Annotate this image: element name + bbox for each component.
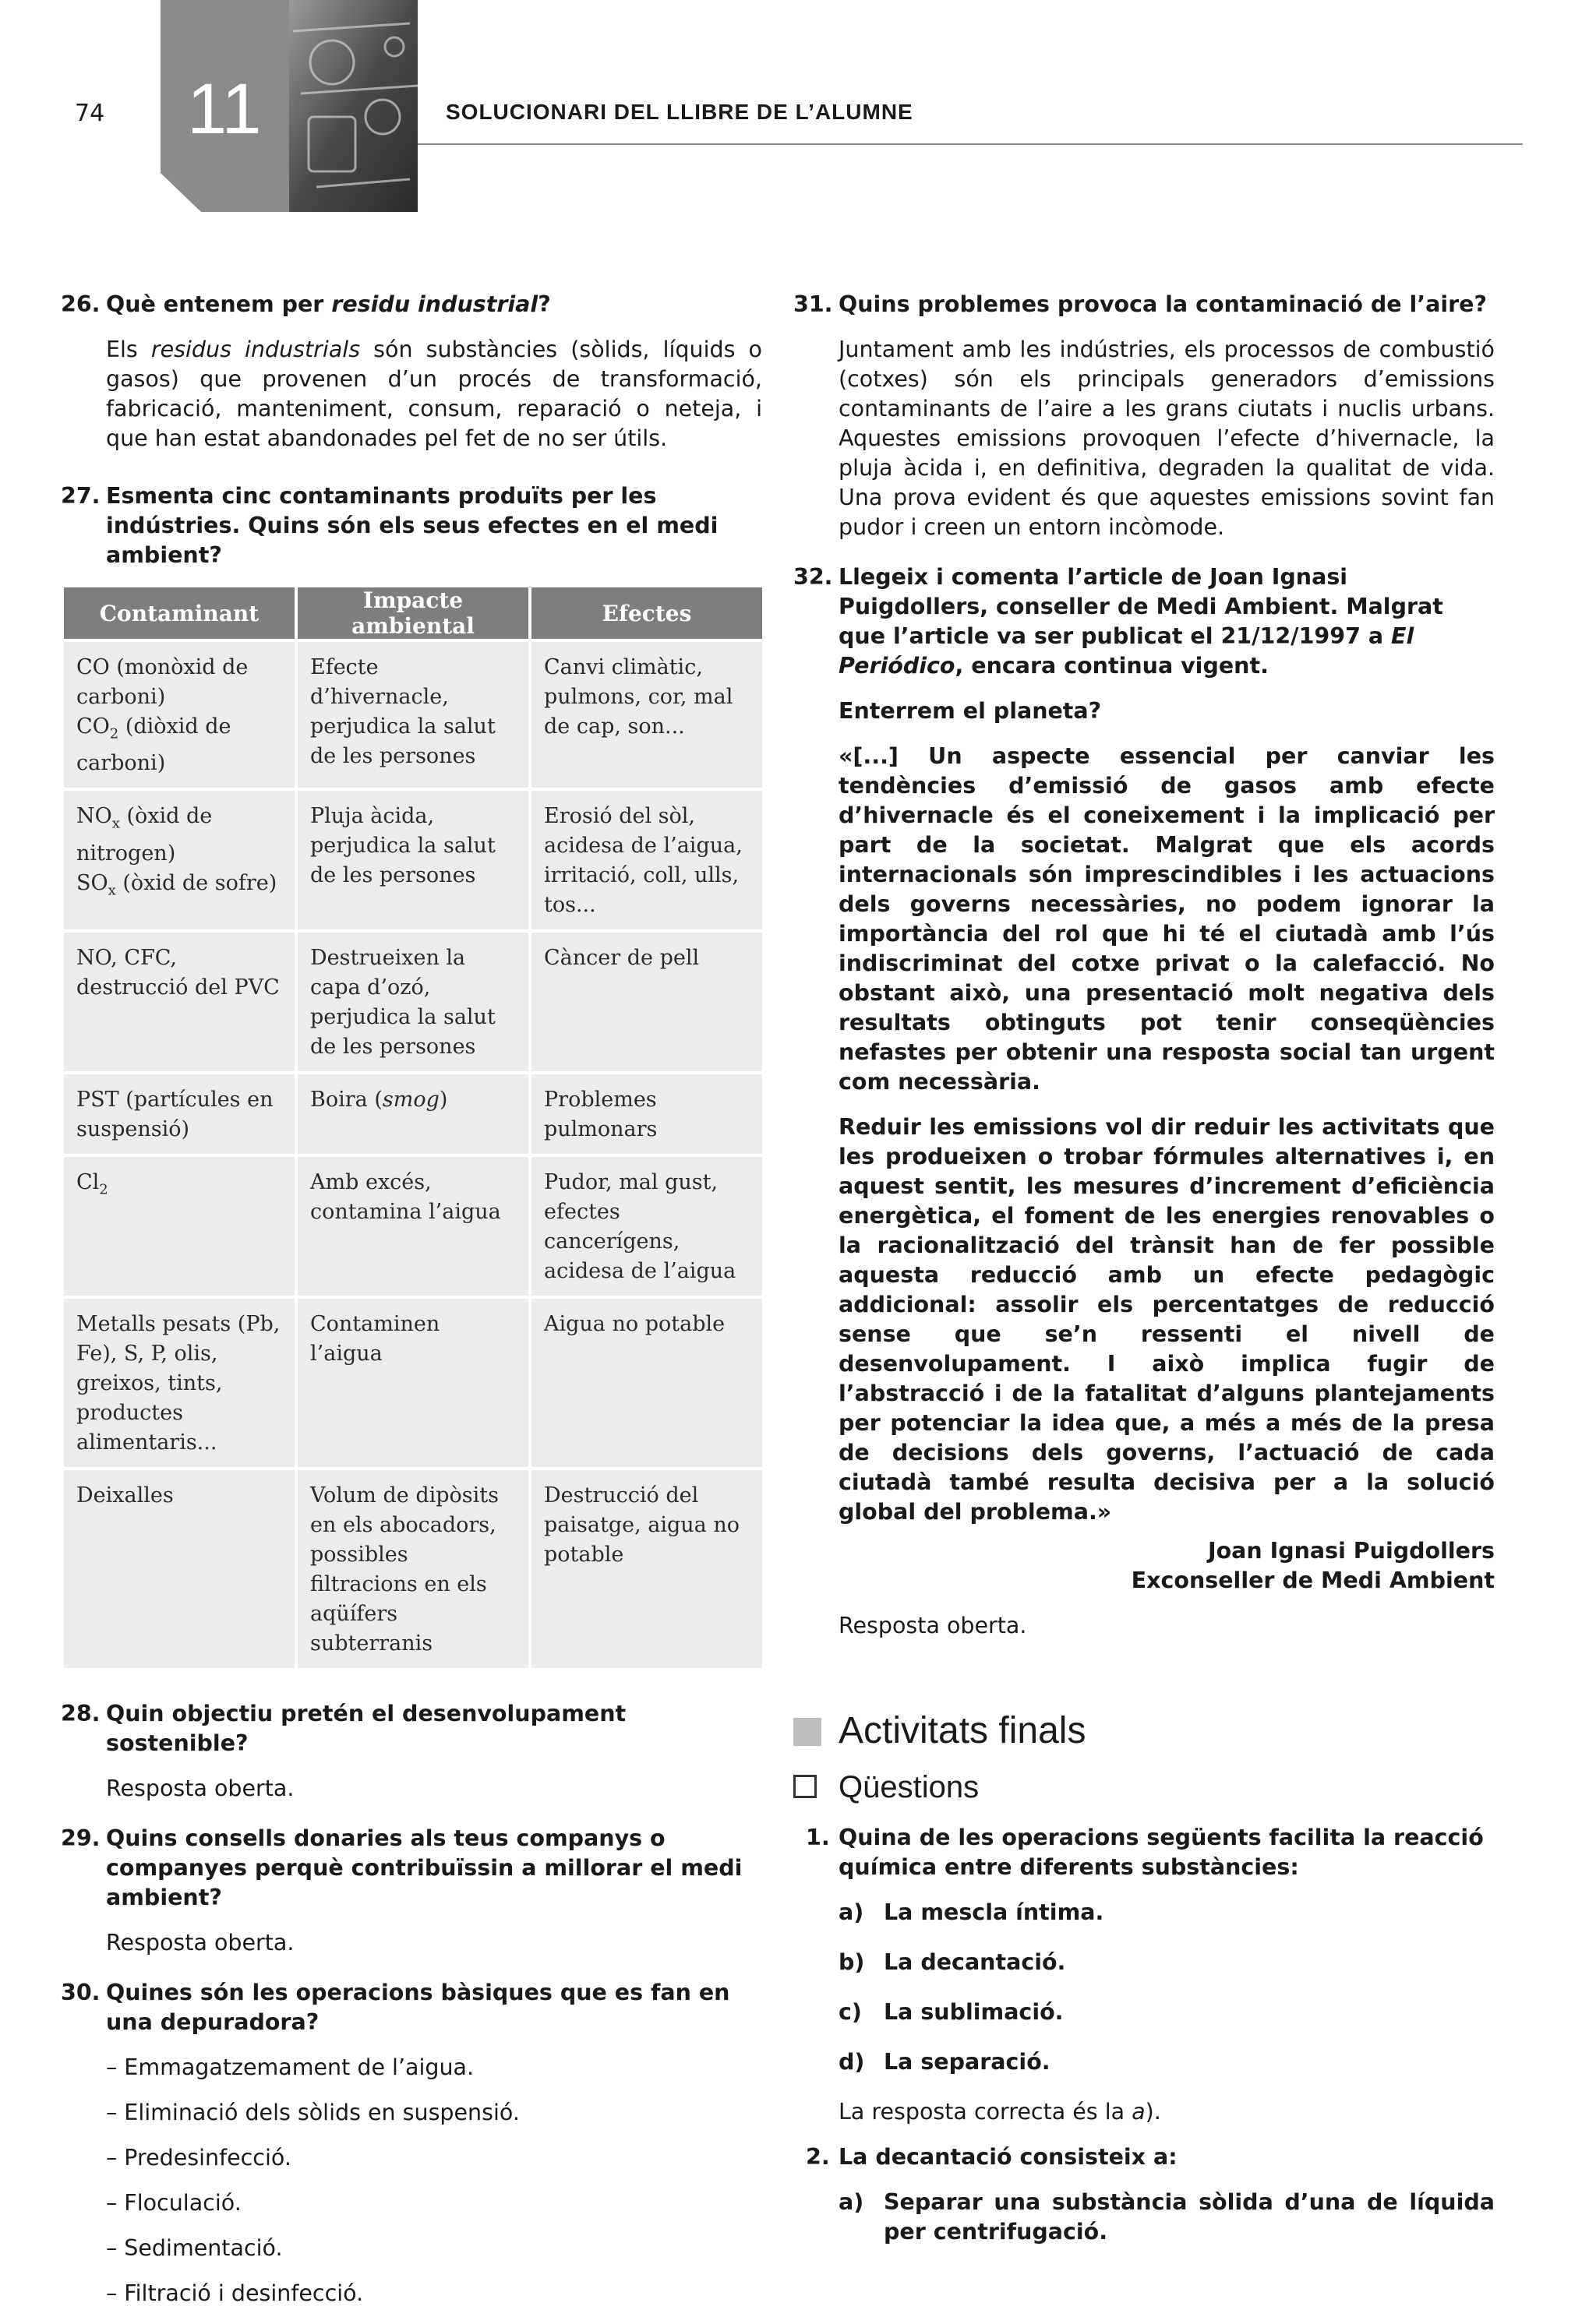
table-cell — [64, 1157, 295, 1296]
answer-31: Juntament amb les indústries, els processos de combustió (cotxes) són els principals generadors d’emissions contaminants de l’aire a les grans ciutats i nuclis urbans. Aquestes emissions provoquen l’efecte d’hivernacle, la pluja àcida i, en definitiva, degraden la qualitat de vida. Una prova evident és que aquestes emissions sovint fan pudor i creen un entorn incòmode. — [839, 337, 1495, 540]
option-text: Separar una substància sòlida d’una de líquida per centrifugació. — [884, 2189, 1495, 2245]
cell-text: ) — [439, 1088, 448, 1113]
question-text: ? — [538, 291, 551, 317]
operations-list — [106, 2053, 762, 2308]
question-text: La decantació consisteix a: — [839, 2144, 1178, 2170]
option-a — [793, 1898, 1495, 1927]
subscript: 2 — [99, 1181, 108, 1198]
running-title: SOLUCIONARI DEL LLIBRE DE L’ALUMNE — [446, 100, 913, 124]
list-item: – Emmagatzemament de l’aigua. — [106, 2054, 475, 2081]
header-rule — [418, 143, 1523, 145]
table-cell — [64, 791, 295, 929]
option-text: La mescla íntima. — [884, 1899, 1104, 1925]
question-text: Quins problemes provoca la contaminació de l’aire? — [839, 291, 1488, 317]
table-row — [64, 933, 762, 1071]
table-cell — [64, 642, 295, 788]
signature-role: Exconseller de Medi Ambient — [1131, 1568, 1495, 1593]
table-cell: Canvi climàtic, pulmons, cor, mal de cap, son... — [531, 642, 762, 788]
question-number: 28. — [61, 1701, 101, 1727]
article-title: Enterrem el planeta? — [839, 698, 1102, 724]
signature-name: Joan Ignasi Puigdollers — [1207, 1538, 1495, 1564]
question-text: Què entenem per — [106, 291, 332, 317]
cell-text: SO — [76, 870, 108, 895]
table-cell: Destrucció del paisatge, aigua no potable — [531, 1470, 762, 1668]
question-number: 32. — [793, 564, 833, 590]
table-row — [64, 1470, 762, 1668]
subscript: x — [111, 815, 120, 832]
option-text: La sublimació. — [884, 1999, 1064, 2025]
question-text: Quines són les operacions bàsiques que es fan en una depuradora? — [106, 1980, 730, 2036]
subscript: 2 — [109, 725, 119, 742]
page-number: 74 — [75, 100, 105, 127]
answer-activity-1 — [839, 2097, 1495, 2127]
question-number: 31. — [793, 291, 833, 317]
answer-text: són substàncies (sòlids, líquids o gasos) que provenen d’un procés de transformació, fabricació, manteniment, consum, reparació o neteja, i que han estat abandonades pel fet de no ser útils. — [106, 337, 762, 451]
answer-emphasis: residus industrials — [150, 337, 361, 362]
table-cell: Deixalles — [64, 1470, 295, 1668]
table-cell: NO, CFC, destrucció del PVC — [64, 933, 295, 1071]
question-text: Quina de les operacions següents facilita la reacció química entre diferents substàncies: — [839, 1825, 1484, 1880]
answer-29: Resposta oberta. — [106, 1930, 295, 1956]
list-item: – Predesinfecció. — [106, 2145, 291, 2171]
section-title-text: Activitats finals — [839, 1710, 1086, 1751]
cell-text: CO — [76, 714, 110, 739]
table-cell — [298, 1074, 528, 1154]
section-square-icon — [793, 1718, 821, 1746]
table-row — [64, 1157, 762, 1296]
option-c — [793, 1998, 1495, 2027]
list-item: – Floculació. — [106, 2190, 242, 2216]
question-text: Quin objectiu pretén el desenvolupament sostenible? — [106, 1701, 627, 1757]
question-number: 2. — [806, 2144, 830, 2170]
question-29 — [61, 1824, 762, 1913]
table-cell: Efecte d’hivernacle, perjudica la salut de les persones — [298, 642, 528, 788]
option-text: La separació. — [884, 2049, 1050, 2075]
table-cell: Càncer de pell — [531, 933, 762, 1071]
question-text: Llegeix i comenta l’article de Joan Ignasi Puigdollers, conseller de Medi Ambient. Malgrat que l’article va ser publicat el 21/12/1997 a — [839, 564, 1443, 649]
option-d — [793, 2047, 1495, 2077]
question-text: Esmenta cinc contaminants produïts per les indústries. Quins són els seus efectes en el medi ambient? — [106, 483, 719, 568]
option-letter: d) — [839, 2049, 865, 2075]
article-quote-paragraph-1: «[...] Un aspecte essencial per canviar les tendències d’emissió de gasos amb efecte d’hivernacle és el coneixement i la implicació per part de la societat. Malgrat que els acords internacionals són imprescindibles i les actuacions dels governs necessàries, no podem ignorar la importància del rol que hi té el ciutadà amb l’ús indiscriminat del cotxe privat o la calefacció. No obstant això, una presentació molt negativa dels resultats obtinguts pot tenir conseqüències nefastes per obtenir una resposta social tan urgent com necessària. — [839, 743, 1495, 1095]
cell-text: (òxid de nitrogen) — [76, 804, 213, 866]
question-26 — [61, 290, 762, 319]
table-cell: Metalls pesats (Pb, Fe), S, P, olis, greixos, tints, productes alimentaris... — [64, 1299, 295, 1467]
pollutants-table — [61, 584, 765, 1671]
list-item: – Filtració i desinfecció. — [106, 2280, 364, 2307]
activity-1 — [793, 1823, 1495, 1882]
cell-text: CO (monòxid de carboni) — [76, 655, 249, 709]
option-letter: b) — [839, 1949, 865, 1975]
subsection-title — [793, 1767, 1495, 1807]
question-text-emphasis: El Periódico — [839, 623, 1414, 679]
cell-emphasis: smog — [382, 1088, 440, 1113]
cell-text: (diòxid de carboni) — [76, 714, 231, 776]
table-row — [64, 642, 762, 788]
option-b — [793, 1948, 1495, 1977]
activity-2 — [793, 2142, 1495, 2172]
option-letter: a) — [839, 1899, 864, 1925]
table-cell: Aigua no potable — [531, 1299, 762, 1467]
subsection-square-icon — [793, 1775, 817, 1798]
table-row — [64, 791, 762, 929]
list-item: – Sedimentació. — [106, 2235, 283, 2262]
table-cell: PST (partícules en suspensió) — [64, 1074, 295, 1154]
cell-text: Cl — [76, 1170, 100, 1195]
article-quote-paragraph-2: Reduir les emissions vol dir reduir les activitats que les produeixen o trobar fórmules alternatives i, en aquest sentit, les mesures d’increment d’eficiència energètica, el foment de les energies renovables o la racionalització del trànsit han de fer possible aquesta reducció amb un efecte pedagògic addicional: assolir els percentatges de reducció sense que se’n ressenti el nivell de desenvolupament. I això implica fugir de l’abstracció i de la fatalitat d’alguns plantejaments per potenciar la idea que, a més a més de la presa de decisions dels governs, l’actuació de cada ciutadà també resulta decisiva per a la solució global del problema.» — [839, 1114, 1495, 1525]
list-item: – Eliminació dels sòlids en suspensió. — [106, 2100, 520, 2126]
cell-text: NO — [76, 804, 112, 829]
section-title — [793, 1708, 1495, 1754]
cell-text: Boira ( — [310, 1088, 383, 1113]
table-row — [64, 1074, 762, 1154]
question-number: 1. — [806, 1825, 830, 1850]
answer-28: Resposta oberta. — [106, 1776, 295, 1802]
table-cell: Amb excés, contamina l’aigua — [298, 1157, 528, 1296]
answer-text: ). — [1145, 2099, 1161, 2125]
subsection-title-text: Qüestions — [839, 1770, 980, 1804]
question-text: Quins consells donaries als teus companys o companyes perquè contribuïssin a millorar el medi ambient? — [106, 1825, 743, 1911]
table-cell: Pudor, mal gust, efectes cancerígens, acidesa de l’aigua — [531, 1157, 762, 1296]
question-27 — [61, 481, 762, 570]
subscript: x — [108, 882, 116, 899]
answer-text: La resposta correcta és la — [839, 2099, 1132, 2125]
table-cell: Erosió del sòl, acidesa de l’aigua, irritació, coll, ulls, tos... — [531, 791, 762, 929]
table-cell: Volum de dipòsits en els abocadors, possibles filtracions en els aqüífers subterranis — [298, 1470, 528, 1668]
table-header: Contaminant — [64, 587, 295, 639]
table-cell: Problemes pulmonars — [531, 1074, 762, 1154]
question-number: 27. — [61, 483, 101, 509]
left-column — [61, 290, 762, 2324]
table-cell: Destrueixen la capa d’ozó, perjudica la salut de les persones — [298, 933, 528, 1071]
answer-text: Els — [106, 337, 151, 362]
option-a — [793, 2188, 1495, 2247]
question-28 — [61, 1699, 762, 1758]
table-row — [64, 1299, 762, 1467]
question-32 — [793, 562, 1495, 681]
answer-emphasis: a — [1132, 2099, 1146, 2125]
question-number: 29. — [61, 1825, 101, 1852]
option-text: La decantació. — [884, 1949, 1066, 1975]
table-header: Impacte ambiental — [298, 587, 528, 639]
answer-32: Resposta oberta. — [839, 1613, 1027, 1638]
option-letter: a) — [839, 2189, 864, 2215]
question-number: 30. — [61, 1980, 101, 2006]
chapter-number: 11 — [187, 69, 262, 149]
table-cell: Contaminen l’aigua — [298, 1299, 528, 1467]
cell-text: (òxid de sofre) — [115, 870, 277, 895]
table-header: Efectes — [531, 587, 762, 639]
option-letter: c) — [839, 1999, 862, 2025]
question-30 — [61, 1978, 762, 2037]
question-number: 26. — [61, 291, 101, 317]
question-text: , encara continua vigent. — [955, 653, 1269, 679]
table-cell: Pluja àcida, perjudica la salut de les persones — [298, 791, 528, 929]
answer-26 — [106, 335, 762, 453]
right-column — [793, 290, 1495, 2247]
question-text-emphasis: residu industrial — [331, 291, 538, 317]
question-31 — [793, 290, 1495, 319]
